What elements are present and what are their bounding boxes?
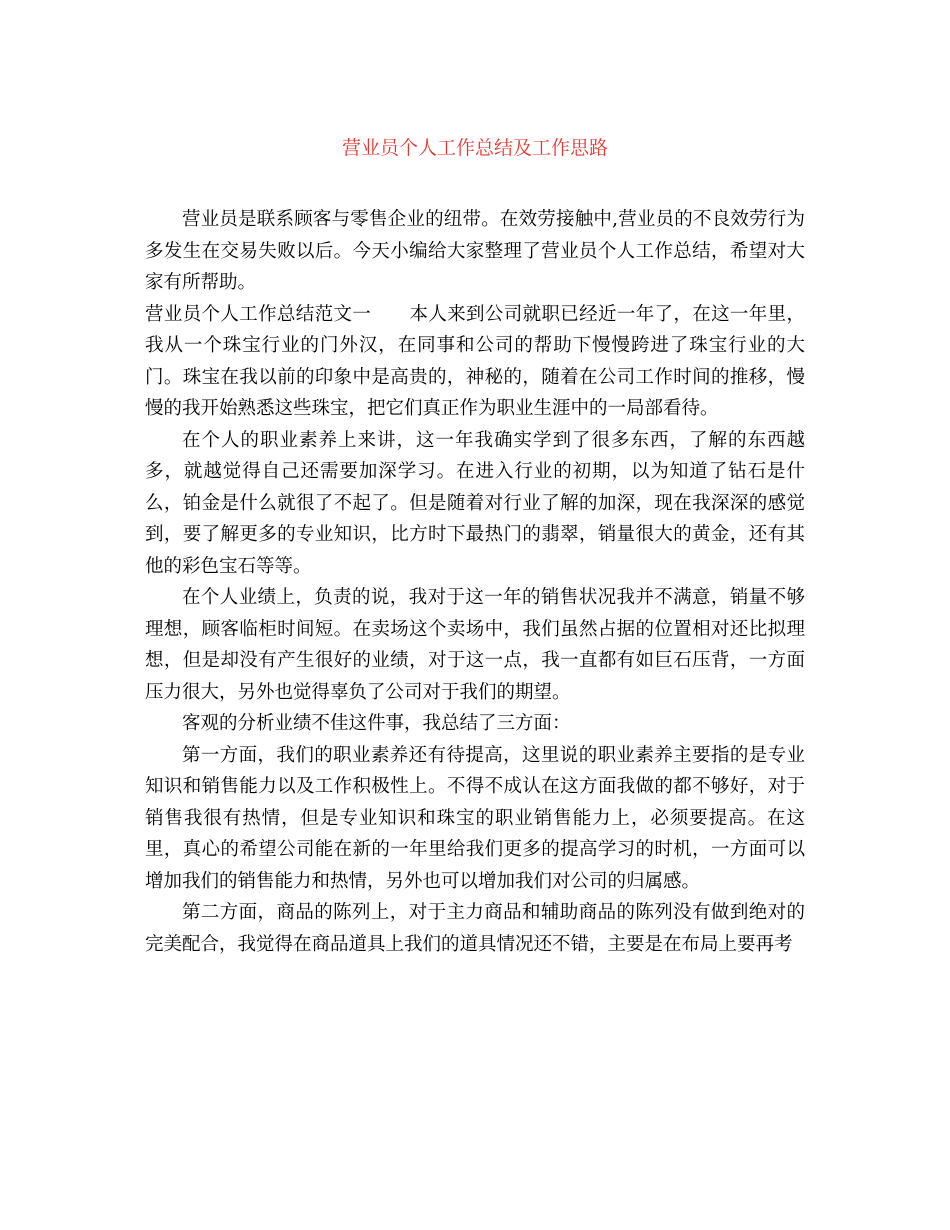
intro-paragraph: 营业员是联系顾客与零售企业的纽带。在效劳接触中,营业员的不良效劳行为多发生在交易失败以后。今天小编给大家整理了营业员个人工作总结，希望对大家有所帮助。 (145, 209, 805, 293)
document-title: 营业员个人工作总结及工作思路 (341, 137, 608, 159)
section-paragraph (145, 299, 805, 425)
body-paragraph-analysis: 客观的分析业绩不佳这件事，我总结了三方面： (182, 713, 571, 734)
body-paragraph-first-aspect: 第一方面，我们的职业素养还有待提高，这里说的职业素养主要指的是专业知识和销售能力以及工作积极性上。不得不成认在这方面我做的都不够好，对于销售我很有热情，但是专业知识和珠宝的职业销售能力上，必须要提高。在这里，真心的希望公司能在新的一年里给我们更多的提高学习的时机，一方面可以增加我们的销售能力和热情，另外也可以增加我们对公司的归属感。 (145, 744, 805, 892)
section-heading: 营业员个人工作总结范文一 (145, 303, 372, 325)
body-paragraph-performance: 在个人业绩上，负责的说，我对于这一年的销售状况我并不满意，销量不够理想，顾客临柜时间短。在卖场这个卖场中，我们虽然占据的位置相对还比拟理想，但是却没有产生很好的业绩，对于这一点，我一直都有如巨石压背，一方面压力很大，另外也觉得辜负了公司对于我们的期望。 (145, 587, 805, 703)
document-body (145, 204, 805, 960)
section-first-paragraph: 本人来到公司就职已经近一年了，在这一年里，我从一个珠宝行业的门外汉，在同事和公司的帮助下慢慢跨进了珠宝行业的大门。珠宝在我以前的印象中是高贵的，神秘的，随着在公司工作时间的推移，慢慢的我开始熟悉这些珠宝，把它们真正作为职业生涯中的一局部看待。 (145, 303, 805, 419)
body-paragraph-second-aspect: 第二方面，商品的陈列上，对于主力商品和辅助商品的陈列没有做到绝对的完美配合，我觉得在商品道具上我们的道具情况还不错，主要是在布局上要再考 (145, 902, 805, 955)
body-paragraph-skills: 在个人的职业素养上来讲，这一年我确实学到了很多东西，了解的东西越多，就越觉得自己还需要加深学习。在进入行业的初期，以为知道了钻石是什么，铂金是什么就很了不起了。但是随着对行业了解的加深，现在我深深的感觉到，要了解更多的专业知识，比方时下最热门的翡翠，销量很大的黄金，还有其他的彩色宝石等等。 (145, 429, 805, 577)
